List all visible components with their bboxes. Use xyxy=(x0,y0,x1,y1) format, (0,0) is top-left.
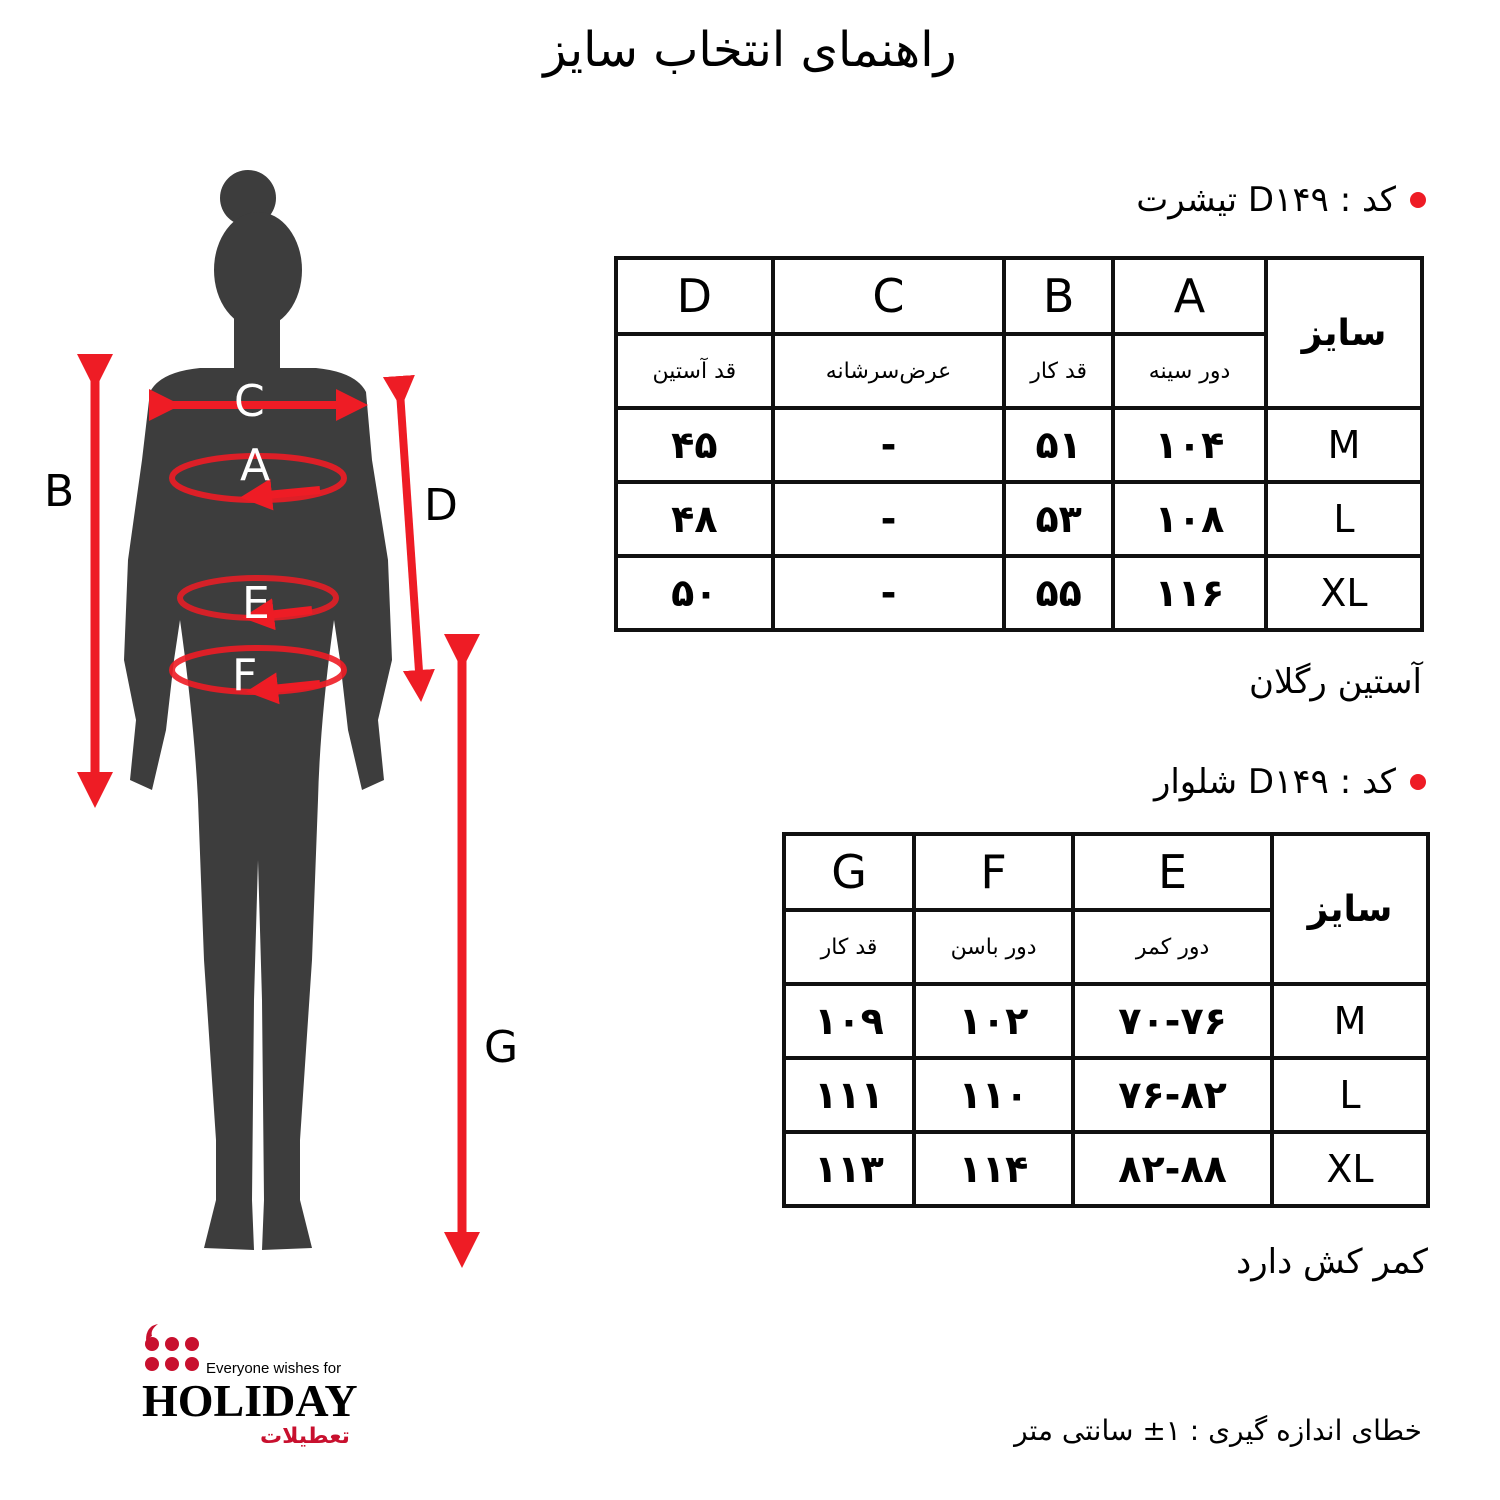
col-letter: B xyxy=(1004,258,1113,334)
table-row: L ۷۶-۸۲ ۱۱۰ ۱۱۱ xyxy=(784,1058,1428,1132)
tshirt-heading: کد : D۱۴۹ تیشرت xyxy=(1136,180,1426,220)
logo-tagline: Everyone wishes for xyxy=(206,1360,342,1377)
logo-dots-icon xyxy=(140,1320,210,1372)
logo-name: HOLIDAY xyxy=(142,1375,358,1426)
col-letter: G xyxy=(784,834,914,910)
label-d: D xyxy=(424,480,458,531)
col-letter: F xyxy=(914,834,1073,910)
tshirt-note: آستین رگلان xyxy=(1248,662,1422,702)
label-b: B xyxy=(44,466,75,517)
bullet-dot xyxy=(1410,774,1426,790)
col-letter: E xyxy=(1073,834,1272,910)
col-name: قد کار xyxy=(784,910,914,984)
col-letter: C xyxy=(773,258,1005,334)
table-row: M ۱۰۴ ۵۱ - ۴۵ xyxy=(616,408,1422,482)
pants-note: کمر کش دارد xyxy=(1236,1242,1428,1282)
label-a: A xyxy=(240,440,271,491)
silhouette xyxy=(124,170,392,1250)
size-header: سایز xyxy=(1272,834,1428,984)
pants-size-table xyxy=(782,832,1430,1208)
pants-heading: کد : D۱۴۹ شلوار xyxy=(1154,762,1426,802)
label-c: C xyxy=(234,376,265,427)
label-e: E xyxy=(242,578,270,629)
col-name: عرض‌سرشانه xyxy=(773,334,1005,408)
page-title: راهنمای انتخاب سایز xyxy=(543,22,957,78)
label-f: F xyxy=(232,650,258,701)
col-name: دور سینه xyxy=(1113,334,1266,408)
col-letter: A xyxy=(1113,258,1266,334)
size-header: سایز xyxy=(1266,258,1422,408)
col-letter: D xyxy=(616,258,773,334)
col-name: قد آستین xyxy=(616,334,773,408)
table-row: XL ۸۲-۸۸ ۱۱۴ ۱۱۳ xyxy=(784,1132,1428,1206)
measurement-error-note: خطای اندازه گیری : ۱± سانتی متر xyxy=(1014,1414,1422,1447)
d-arrow xyxy=(400,392,420,686)
logo-name-fa: تعطیلات xyxy=(260,1424,350,1449)
body-figure xyxy=(0,0,560,1300)
label-g: G xyxy=(484,1022,519,1073)
table-row: L ۱۰۸ ۵۳ - ۴۸ xyxy=(616,482,1422,556)
col-name: دور باسن xyxy=(914,910,1073,984)
col-name: قد کار xyxy=(1004,334,1113,408)
table-row: M ۷۰-۷۶ ۱۰۲ ۱۰۹ xyxy=(784,984,1428,1058)
holiday-logo xyxy=(140,1320,400,1460)
table-row: XL ۱۱۶ ۵۵ - ۵۰ xyxy=(616,556,1422,630)
tshirt-size-table xyxy=(614,256,1424,632)
bullet-dot xyxy=(1410,192,1426,208)
col-name: دور کمر xyxy=(1073,910,1272,984)
